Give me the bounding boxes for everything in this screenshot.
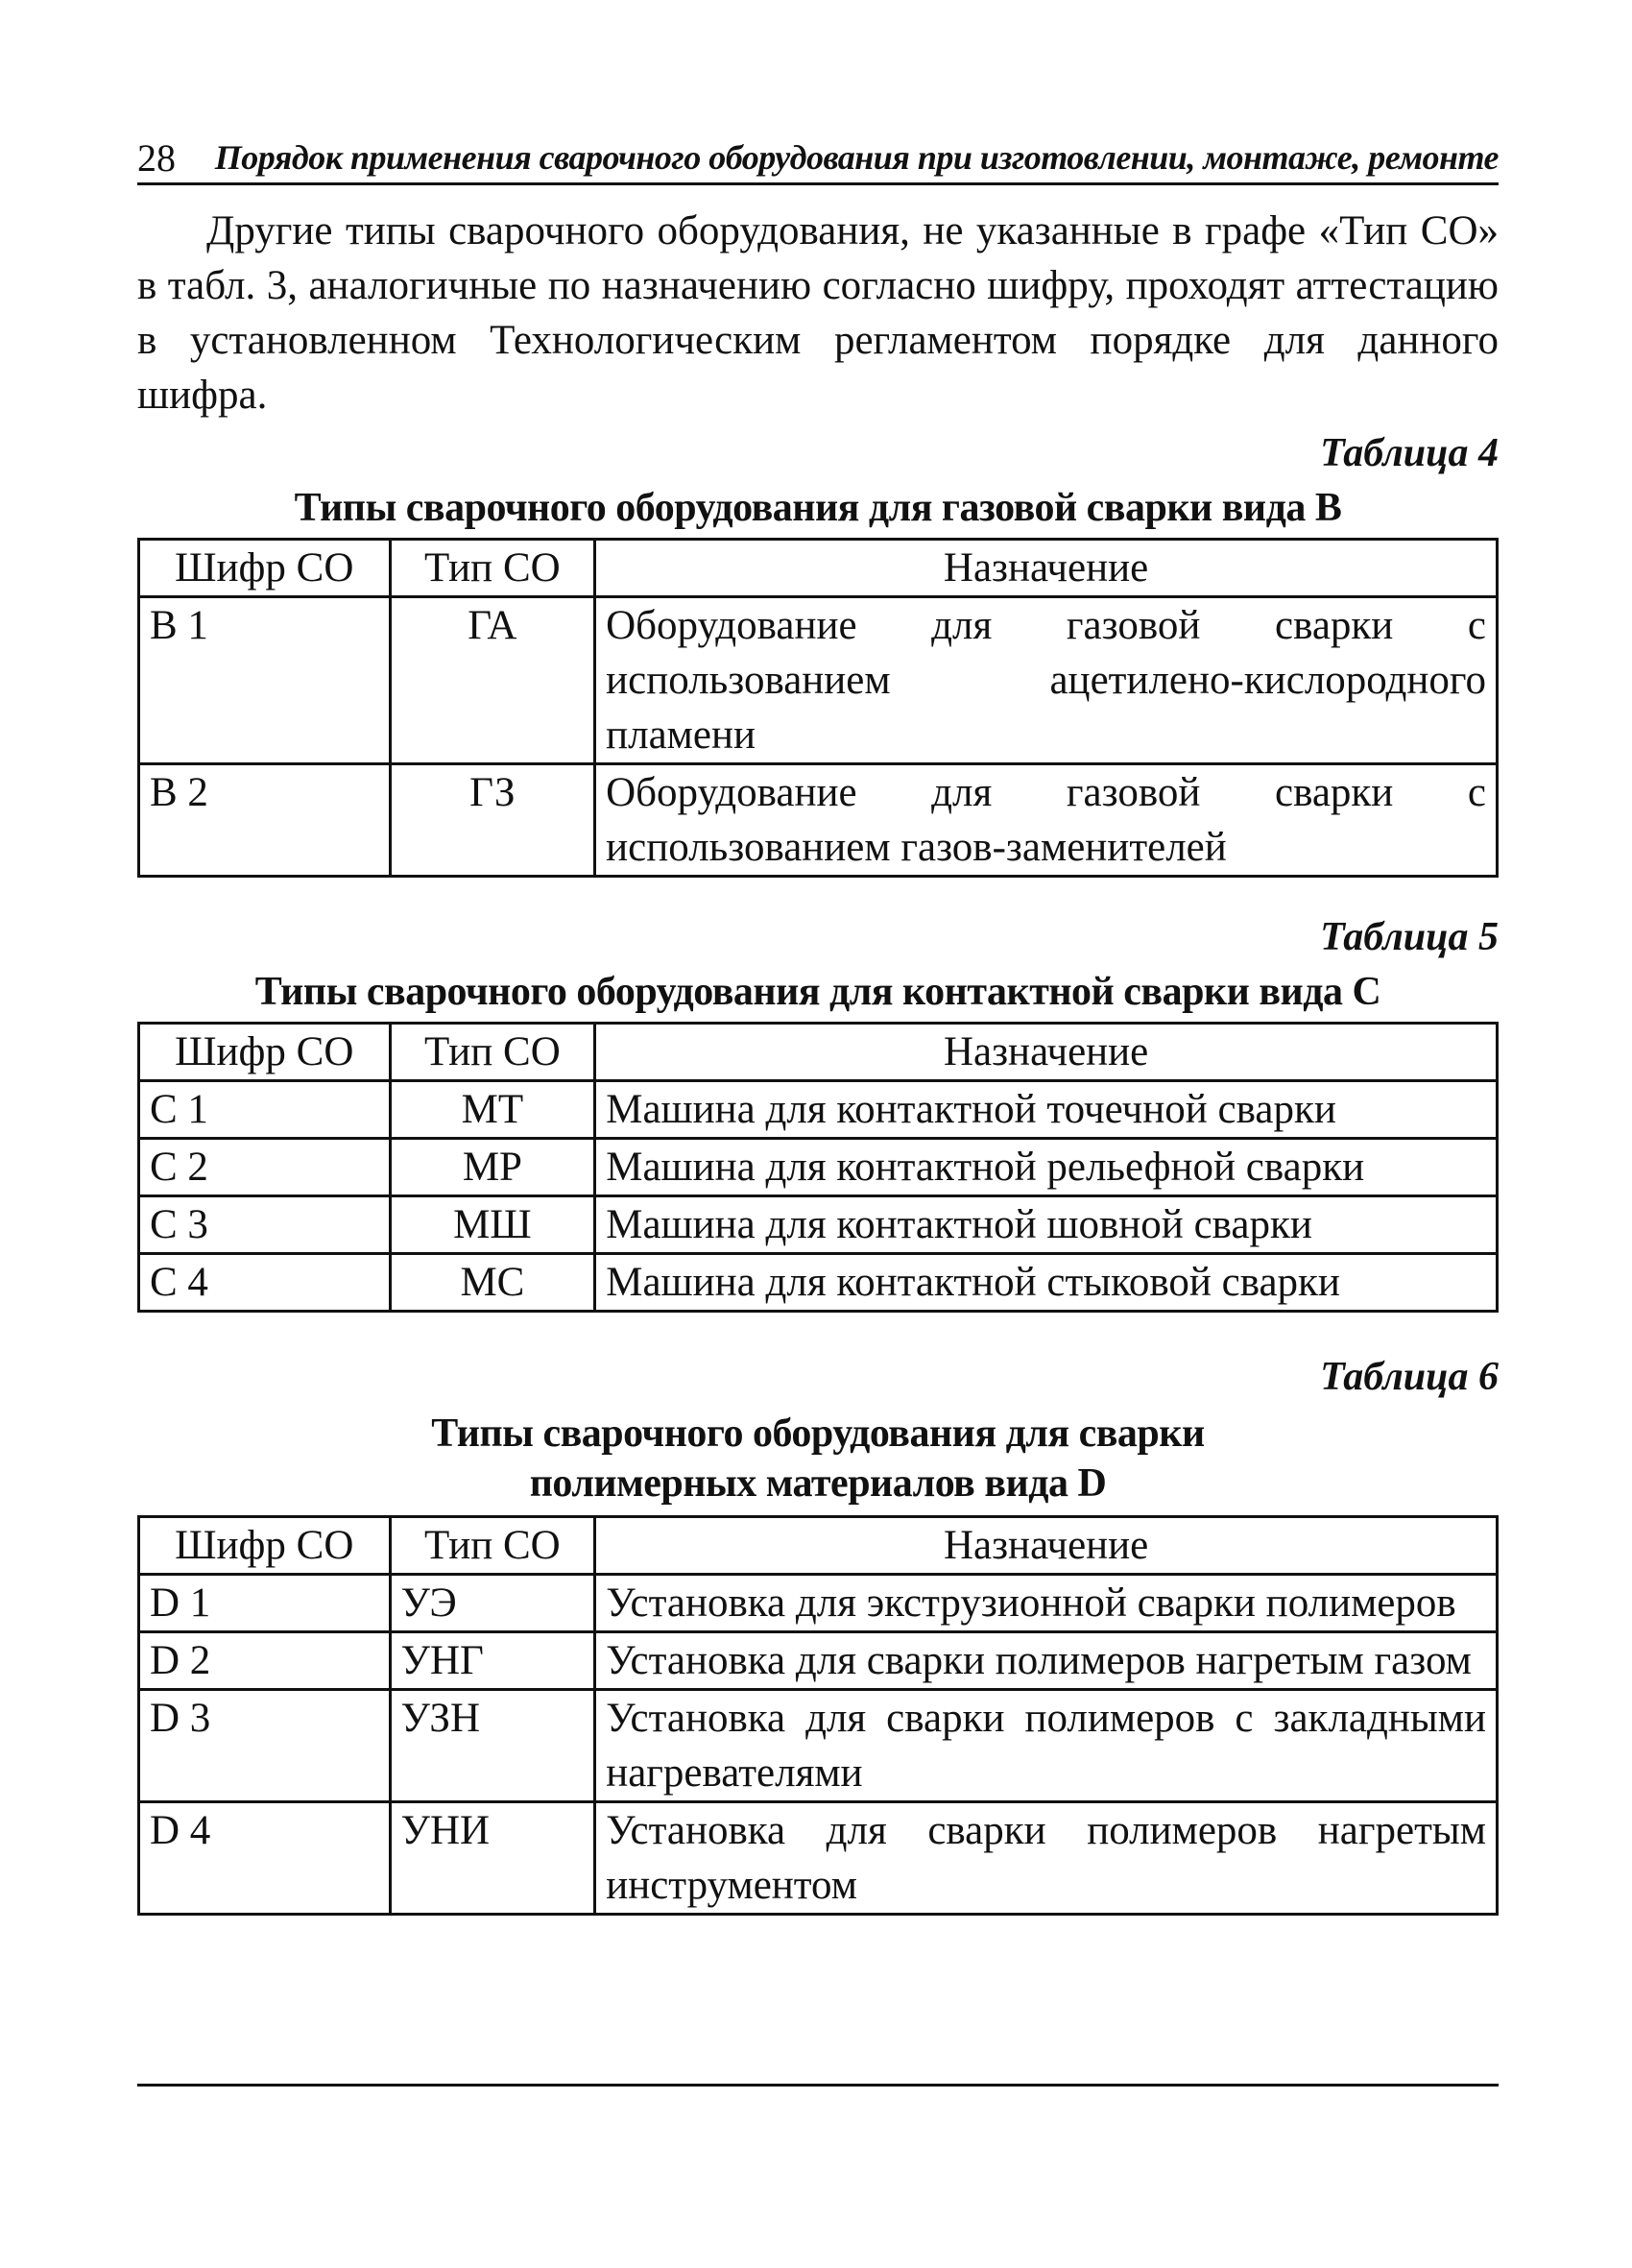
cell-code: B 1 <box>139 597 391 764</box>
table-row <box>139 1139 1498 1196</box>
table6-title-line2: полимерных материалов вида D <box>529 1461 1107 1506</box>
cell-type: УНИ <box>390 1802 595 1915</box>
cell-type: ГЗ <box>390 764 595 877</box>
cell-type: МТ <box>390 1081 595 1139</box>
cell-purpose: Установка для сварки полимеров нагретым инструментом <box>595 1802 1498 1915</box>
table4-caption: Таблица 4 <box>1320 431 1499 475</box>
col-type-header: Тип СО <box>390 1517 595 1575</box>
col-code-header: Шифр СО <box>139 1024 391 1081</box>
cell-code: D 3 <box>139 1690 391 1802</box>
cell-type: УЗН <box>390 1690 595 1802</box>
table4-title: Типы сварочного оборудования для газовой сварки вида B <box>294 486 1342 530</box>
cell-code: D 2 <box>139 1632 391 1690</box>
cell-type: УЭ <box>390 1575 595 1632</box>
cell-type: МШ <box>390 1196 595 1254</box>
table-row <box>139 597 1498 764</box>
footer-rule <box>137 2084 1499 2087</box>
col-purpose-header: Назначение <box>595 1517 1498 1575</box>
running-title: Порядок применения сварочного оборудования при изготовлении, монтаже, ремонте <box>214 138 1499 177</box>
cell-code: B 2 <box>139 764 391 877</box>
cell-code: C 1 <box>139 1081 391 1139</box>
table-row <box>139 1254 1498 1312</box>
cell-purpose: Установка для сварки полимеров с закладными нагревателями <box>595 1690 1498 1802</box>
cell-purpose: Машина для контактной рельефной сварки <box>595 1139 1498 1196</box>
col-code-header: Шифр СО <box>139 540 391 597</box>
table5-title: Типы сварочного оборудования для контактной сварки вида C <box>254 970 1381 1014</box>
table-row <box>139 1196 1498 1254</box>
cell-purpose: Оборудование для газовой сварки с использованием газов-заменителей <box>595 764 1498 877</box>
cell-purpose: Машина для контактной стыковой сварки <box>595 1254 1498 1312</box>
table-row <box>139 1081 1498 1139</box>
cell-code: D 4 <box>139 1802 391 1915</box>
table4 <box>137 538 1499 878</box>
table6-caption: Таблица 6 <box>1320 1355 1499 1399</box>
table6 <box>137 1515 1499 1916</box>
table5-caption: Таблица 5 <box>1320 915 1499 959</box>
table-row <box>139 1690 1498 1802</box>
table-header-row <box>139 540 1498 597</box>
col-type-header: Тип СО <box>390 1024 595 1081</box>
intro-paragraph: Другие типы сварочного оборудования, не указанные в графе «Тип СО» в табл. 3, аналогичные по назначению согласно шифру, проходят аттестацию в установленном Технологическим регламентом порядке для данного шифра. <box>137 208 1499 418</box>
table-header-row <box>139 1517 1498 1575</box>
table-row <box>139 1802 1498 1915</box>
cell-purpose: Установка для экструзионной сварки полимеров <box>595 1575 1498 1632</box>
cell-code: C 4 <box>139 1254 391 1312</box>
table-header-row <box>139 1024 1498 1081</box>
cell-type: УНГ <box>390 1632 595 1690</box>
page-number: 28 <box>137 136 176 180</box>
cell-type: МР <box>390 1139 595 1196</box>
cell-purpose: Машина для контактной точечной сварки <box>595 1081 1498 1139</box>
cell-code: D 1 <box>139 1575 391 1632</box>
table-row <box>139 1575 1498 1632</box>
col-purpose-header: Назначение <box>595 540 1498 597</box>
cell-code: C 3 <box>139 1196 391 1254</box>
col-purpose-header: Назначение <box>595 1024 1498 1081</box>
col-type-header: Тип СО <box>390 540 595 597</box>
table-row <box>139 764 1498 877</box>
cell-purpose: Оборудование для газовой сварки с использованием ацетилено-кислородного пламени <box>595 597 1498 764</box>
cell-code: C 2 <box>139 1139 391 1196</box>
col-code-header: Шифр СО <box>139 1517 391 1575</box>
cell-purpose: Машина для контактной шовной сварки <box>595 1196 1498 1254</box>
table6-title-line1: Типы сварочного оборудования для сварки <box>431 1411 1205 1456</box>
table-row <box>139 1632 1498 1690</box>
cell-type: ГА <box>390 597 595 764</box>
intro-text <box>137 204 1499 422</box>
cell-purpose: Установка для сварки полимеров нагретым газом <box>595 1632 1498 1690</box>
table5 <box>137 1022 1499 1313</box>
cell-type: МС <box>390 1254 595 1312</box>
page-header <box>137 130 1499 185</box>
